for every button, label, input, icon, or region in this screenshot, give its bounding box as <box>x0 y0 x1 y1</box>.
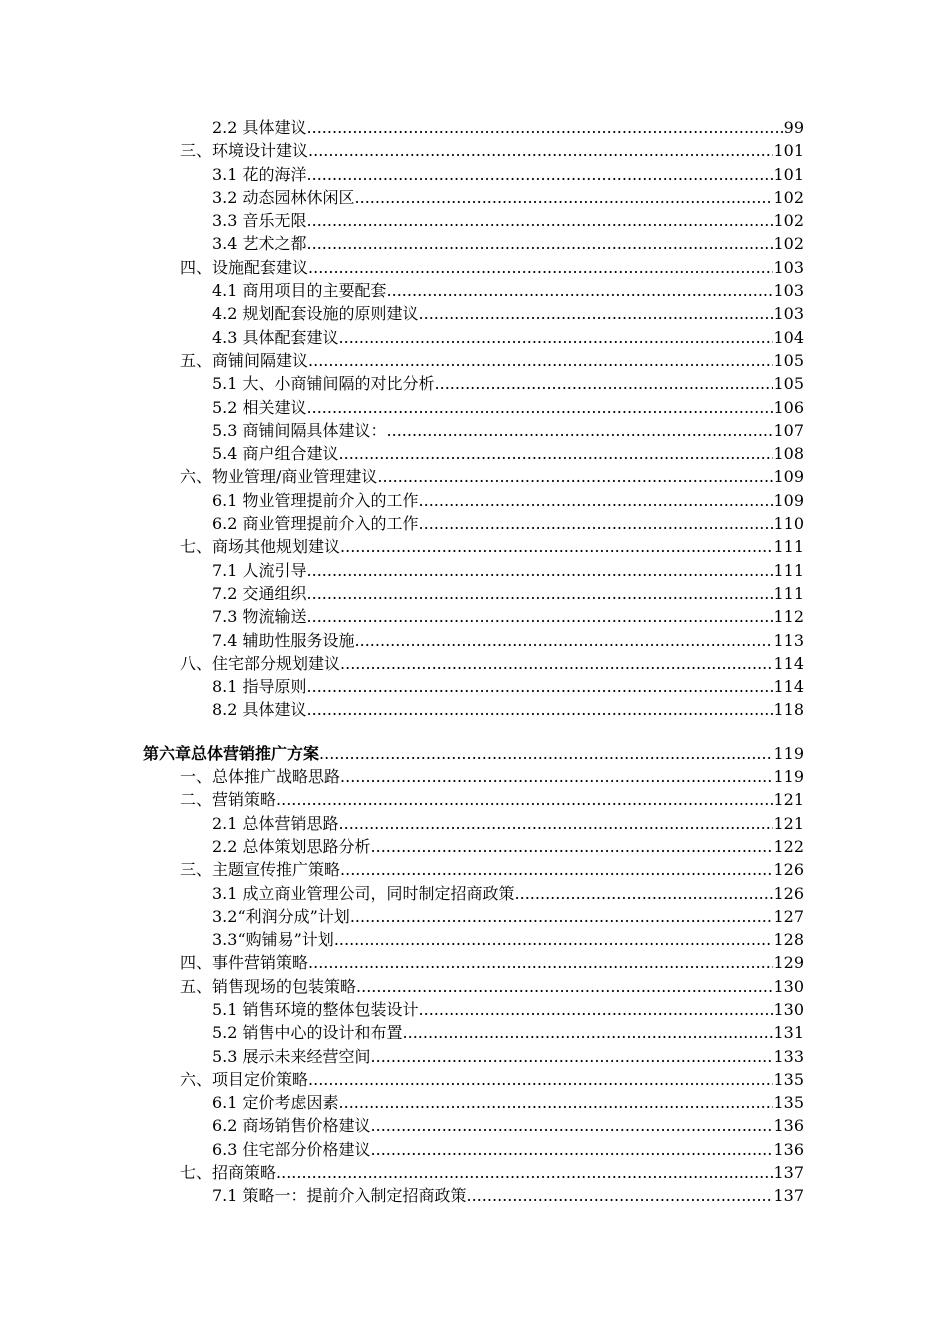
toc-dot-leader <box>307 559 774 582</box>
toc-dot-leader <box>467 1184 774 1207</box>
toc-page-number: 103 <box>773 257 804 277</box>
toc-section-entry[interactable] <box>0 788 950 811</box>
toc-dot-leader <box>307 396 774 419</box>
toc-page-number: 114 <box>773 677 804 697</box>
toc-page-number: 122 <box>773 836 804 856</box>
toc-page-number: 128 <box>773 930 804 950</box>
toc-section-entry[interactable] <box>0 1161 950 1184</box>
toc-chapter-entry[interactable] <box>0 742 950 765</box>
toc-section-entry[interactable] <box>0 951 950 974</box>
toc-page-number: 114 <box>773 653 804 673</box>
toc-page-number: 119 <box>773 743 804 763</box>
toc-section-entry[interactable] <box>0 765 950 788</box>
toc-dot-leader <box>435 372 774 395</box>
toc-entry-title: 6.3 住宅部分价格建议 <box>212 1139 371 1159</box>
toc-dot-leader <box>350 905 774 928</box>
toc-entry-title: 7.1 人流引导 <box>212 560 307 580</box>
toc-subsection-entry[interactable] <box>0 186 950 209</box>
toc-page-number: 130 <box>773 976 804 996</box>
toc-page-number: 109 <box>773 467 804 487</box>
toc-subsection-entry[interactable] <box>0 582 950 605</box>
toc-page-number: 108 <box>773 444 804 464</box>
toc-page-number: 135 <box>773 1093 804 1113</box>
toc-page-number: 121 <box>773 790 804 810</box>
toc-entry-title: 4.2 规划配套设施的原则建议 <box>212 304 419 324</box>
toc-subsection-entry[interactable] <box>0 812 950 835</box>
toc-entry-title: 二、营销策略 <box>180 790 277 810</box>
toc-page-number: 110 <box>773 514 804 534</box>
toc-page-number: 126 <box>773 860 804 880</box>
toc-section-chapter-five <box>0 116 950 722</box>
toc-subsection-entry[interactable] <box>0 998 950 1021</box>
toc-dot-leader <box>377 465 773 488</box>
toc-section-entry[interactable] <box>0 465 950 488</box>
toc-dot-leader <box>307 232 774 255</box>
toc-page-number: 121 <box>773 813 804 833</box>
toc-page-number: 102 <box>773 234 804 254</box>
toc-subsection-entry[interactable] <box>0 279 950 302</box>
toc-entry-title: 7.4 辅助性服务设施 <box>212 630 355 650</box>
toc-entry-title: 3.1 花的海洋 <box>212 164 307 184</box>
toc-entry-title: 3.2“利润分成”计划 <box>212 906 350 926</box>
toc-entry-title: 四、设施配套建议 <box>180 257 309 277</box>
toc-subsection-entry[interactable] <box>0 559 950 582</box>
toc-page-number: 103 <box>773 281 804 301</box>
toc-page-number: 129 <box>773 953 804 973</box>
toc-subsection-entry[interactable] <box>0 232 950 255</box>
toc-subsection-entry[interactable] <box>0 372 950 395</box>
toc-dot-leader <box>276 1161 773 1184</box>
toc-entry-title: 第六章总体营销推广方案 <box>143 743 320 763</box>
toc-dot-leader <box>307 209 774 232</box>
toc-section-entry[interactable] <box>0 975 950 998</box>
toc-entry-title: 4.1 商用项目的主要配套 <box>212 281 387 301</box>
toc-dot-leader <box>339 1091 774 1114</box>
toc-dot-leader <box>340 858 773 881</box>
toc-entry-title: 5.2 相关建议 <box>212 397 307 417</box>
toc-page-number: 101 <box>773 141 804 161</box>
toc-dot-leader <box>308 951 773 974</box>
toc-subsection-entry[interactable] <box>0 326 950 349</box>
toc-dot-leader <box>419 512 774 535</box>
toc-subsection-entry[interactable] <box>0 882 950 905</box>
toc-page-number: 102 <box>773 211 804 231</box>
toc-subsection-entry[interactable] <box>0 1045 950 1068</box>
toc-section-entry[interactable] <box>0 256 950 279</box>
toc-dot-leader <box>308 349 773 372</box>
toc-entry-title: 三、主题宣传推广策略 <box>180 860 341 880</box>
toc-subsection-entry[interactable] <box>0 209 950 232</box>
toc-dot-leader <box>339 326 774 349</box>
toc-entry-title: 5.3 商铺间隔具体建议： <box>212 420 387 440</box>
toc-entry-title: 2.2 总体策划思路分析 <box>212 836 371 856</box>
toc-entry-title: 四、事件营销策略 <box>180 953 309 973</box>
toc-dot-leader <box>307 675 774 698</box>
toc-subsection-entry[interactable] <box>0 419 950 442</box>
toc-subsection-entry[interactable] <box>0 116 950 139</box>
toc-subsection-entry[interactable] <box>0 698 950 721</box>
toc-dot-leader <box>307 163 774 186</box>
toc-page-number: 133 <box>773 1046 804 1066</box>
toc-page-number: 131 <box>773 1023 804 1043</box>
toc-dot-leader <box>371 1138 774 1161</box>
toc-section-entry[interactable] <box>0 1068 950 1091</box>
toc-entry-title: 8.2 具体建议 <box>212 700 307 720</box>
toc-entry-title: 3.4 艺术之都 <box>212 234 307 254</box>
toc-page-number: 111 <box>773 583 804 603</box>
toc-page-number: 107 <box>773 420 804 440</box>
toc-entry-title: 8.1 指导原则 <box>212 677 307 697</box>
toc-subsection-entry[interactable] <box>0 163 950 186</box>
toc-entry-title: 7.2 交通组织 <box>212 583 307 603</box>
toc-subsection-entry[interactable] <box>0 605 950 628</box>
toc-subsection-entry[interactable] <box>0 1091 950 1114</box>
toc-dot-leader <box>387 419 774 442</box>
toc-page-number: 111 <box>773 560 804 580</box>
toc-page-number: 105 <box>773 374 804 394</box>
toc-entry-title: 八、住宅部分规划建议 <box>180 653 341 673</box>
toc-dot-leader <box>419 302 774 325</box>
toc-page-number: 104 <box>773 327 804 347</box>
toc-dot-leader <box>355 629 774 652</box>
toc-subsection-entry[interactable] <box>0 1114 950 1137</box>
toc-page-number: 105 <box>773 350 804 370</box>
toc-subsection-entry[interactable] <box>0 675 950 698</box>
toc-section-entry[interactable] <box>0 858 950 881</box>
toc-dot-leader <box>356 975 773 998</box>
toc-subsection-entry[interactable] <box>0 905 950 928</box>
toc-page-number: 137 <box>773 1163 804 1183</box>
toc-page-number: 127 <box>773 906 804 926</box>
toc-entry-title: 7.1 策略一：提前介入制定招商政策 <box>212 1186 467 1206</box>
toc-page-number: 118 <box>773 700 804 720</box>
toc-subsection-entry[interactable] <box>0 928 950 951</box>
toc-dot-leader <box>340 535 773 558</box>
toc-entry-title: 5.4 商户组合建议 <box>212 444 339 464</box>
toc-page-number: 102 <box>773 187 804 207</box>
toc-dot-leader <box>308 1068 773 1091</box>
toc-entry-title: 6.1 定价考虑因素 <box>212 1093 339 1113</box>
toc-section-entry[interactable] <box>0 139 950 162</box>
toc-page-number: 113 <box>773 630 804 650</box>
toc-entry-title: 5.1 销售环境的整体包装设计 <box>212 999 419 1019</box>
toc-entry-title: 三、环境设计建议 <box>180 141 309 161</box>
toc-dot-leader <box>339 812 774 835</box>
toc-entry-title: 2.2 具体建议 <box>212 118 307 137</box>
toc-section-entry[interactable] <box>0 535 950 558</box>
toc-page-number: 126 <box>773 883 804 903</box>
toc-entry-title: 一、总体推广战略思路 <box>180 767 341 787</box>
toc-entry-title: 七、招商策略 <box>180 1163 277 1183</box>
toc-dot-leader <box>308 139 773 162</box>
toc-entry-title: 六、物业管理/商业管理建议 <box>180 467 378 487</box>
toc-dot-leader <box>307 605 774 628</box>
toc-dot-leader <box>355 186 774 209</box>
toc-page-number: 112 <box>773 607 804 627</box>
toc-entry-title: 5.3 展示未来经营空间 <box>212 1046 371 1066</box>
toc-subsection-entry[interactable] <box>0 396 950 419</box>
toc-page-number: 111 <box>773 537 804 557</box>
toc-entry-title: 五、销售现场的包装策略 <box>180 976 357 996</box>
toc-section-entry[interactable] <box>0 652 950 675</box>
toc-dot-leader <box>515 882 774 905</box>
toc-subsection-entry[interactable] <box>0 629 950 652</box>
toc-dot-leader <box>340 765 773 788</box>
toc-page-number: 137 <box>773 1186 804 1206</box>
toc-entry-title: 2.1 总体营销思路 <box>212 813 339 833</box>
toc-entry-title: 七、商场其他规划建议 <box>180 537 341 557</box>
toc-page-number: 101 <box>773 164 804 184</box>
toc-page-number: 103 <box>773 304 804 324</box>
toc-dot-leader <box>419 489 774 512</box>
toc-page-number: 135 <box>773 1069 804 1089</box>
toc-dot-leader <box>334 928 774 951</box>
toc-dot-leader <box>419 998 774 1021</box>
toc-dot-leader <box>387 279 774 302</box>
toc-entry-title: 六、项目定价策略 <box>180 1069 309 1089</box>
toc-subsection-entry[interactable] <box>0 489 950 512</box>
toc-dot-leader <box>307 116 784 139</box>
toc-page-number: 130 <box>773 999 804 1019</box>
toc-dot-leader <box>319 742 773 765</box>
section-gap <box>0 722 950 742</box>
toc-subsection-entry[interactable] <box>0 302 950 325</box>
toc-entry-title: 7.3 物流输送 <box>212 607 307 627</box>
toc-page-number: 136 <box>773 1139 804 1159</box>
toc-entry-title: 4.3 具体配套建议 <box>212 327 339 347</box>
toc-subsection-entry[interactable] <box>0 1184 950 1207</box>
toc-entry-title: 五、商铺间隔建议 <box>180 350 309 370</box>
toc-dot-leader <box>307 582 774 605</box>
toc-entry-title: 6.2 商业管理提前介入的工作 <box>212 514 419 534</box>
toc-dot-leader <box>276 788 773 811</box>
toc-subsection-entry[interactable] <box>0 442 950 465</box>
toc-subsection-entry[interactable] <box>0 1138 950 1161</box>
toc-entry-title: 5.1 大、小商铺间隔的对比分析 <box>212 374 435 394</box>
table-of-contents <box>0 116 950 1208</box>
toc-entry-title: 5.2 销售中心的设计和布置 <box>212 1023 403 1043</box>
toc-entry-title: 3.3 音乐无限 <box>212 211 307 231</box>
toc-dot-leader <box>371 1114 774 1137</box>
toc-dot-leader <box>371 1045 774 1068</box>
toc-dot-leader <box>340 652 773 675</box>
toc-entry-title: 3.1 成立商业管理公司，同时制定招商政策 <box>212 883 515 903</box>
toc-section-chapter-six <box>0 742 950 1208</box>
toc-dot-leader <box>339 442 774 465</box>
toc-entry-title: 6.1 物业管理提前介入的工作 <box>212 490 419 510</box>
toc-entry-title: 3.3“购铺易”计划 <box>212 930 334 950</box>
toc-page-number: 106 <box>773 397 804 417</box>
toc-page-number: 136 <box>773 1116 804 1136</box>
toc-section-entry[interactable] <box>0 349 950 372</box>
toc-dot-leader <box>403 1021 774 1044</box>
toc-entry-title: 6.2 商场销售价格建议 <box>212 1116 371 1136</box>
toc-subsection-entry[interactable] <box>0 512 950 535</box>
toc-page-number: 99 <box>783 118 804 137</box>
toc-entry-title: 3.2 动态园林休闲区 <box>212 187 355 207</box>
toc-page-number: 119 <box>773 767 804 787</box>
toc-dot-leader <box>308 256 773 279</box>
toc-dot-leader <box>371 835 774 858</box>
toc-subsection-entry[interactable] <box>0 1021 950 1044</box>
toc-dot-leader <box>307 698 774 721</box>
toc-page-number: 109 <box>773 490 804 510</box>
toc-subsection-entry[interactable] <box>0 835 950 858</box>
